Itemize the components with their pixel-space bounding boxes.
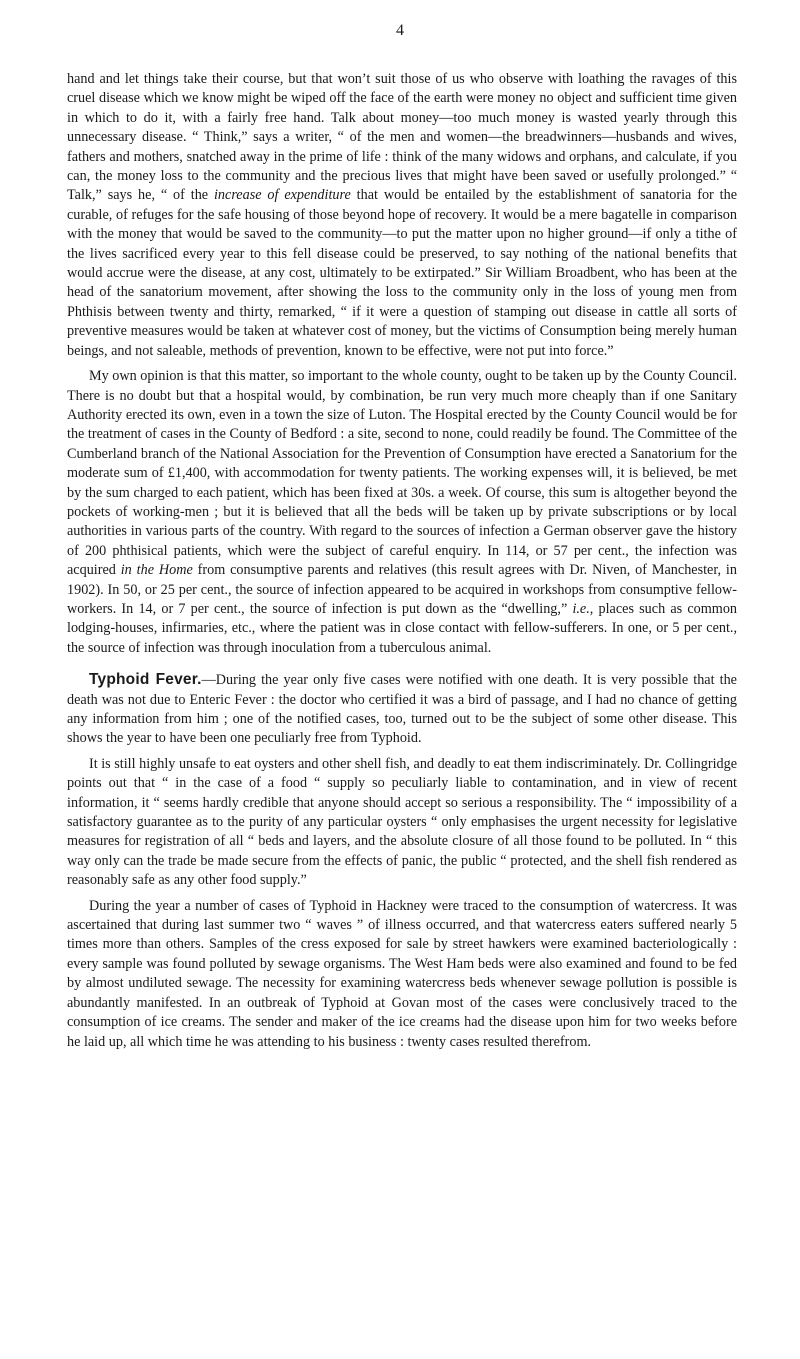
emphasis-text: increase of expenditure xyxy=(213,187,351,204)
paragraph-text: During the year a number of cases of Typhoid in Hackney were traced to the consumption of watercress. It was ascertained that during last summer two “ waves ” of illness occurred, and that watercress eaters suffered nearly 5 times more than others. Samples of the cress exposed for sale by street hawkers were examined bacteriologically : every sample was found polluted by sewage organisms. The West Ham beds were also examined and found to be fed by almost undiluted sewage. The necessity for examining watercress beds whenever sewage pollution is possible is abundantly manifested. In an outbreak of Typhoid at Govan most of the cases were conclusively traced to the consumption of ice creams. The sender and maker of the ice creams had the disease upon him for two weeks before he laid up, all which time he was attending to his business : twenty cases resulted therefrom. xyxy=(67,897,737,1050)
paragraph-text: hand and let things take their course, but that won’t suit those of us who observe with loathing the ravages of this cruel disease which we know might be wiped off the face of the earth were money no object and sufficient time given in which to do it, with a fairly free hand. Talk about money—too much money is wasted yearly through this unnecessary disease. “ Think,” says a writer, “ of the men and women—the breadwinners—husbands and wives, fathers and mothers, snatched away in the prime of life : think of the many widows and orphans, and calculate, if you can, the money loss to the community and the precious lives that might have been saved or usefully prolonged.” “ Talk,” says he, “ of the xyxy=(67,71,737,204)
paragraph-text: from consumptive parents and relatives (this result agrees with Dr. Niven, of Manchester, in 1902). In 50, or 25 per cent., the source of infection appeared to be acquired in workshops from consumptive fellow-workers. In 14, or 7 per cent., the source of infection is put down as the “dwelling,” xyxy=(67,562,737,617)
paragraph-consumption-cost xyxy=(67,70,737,361)
paragraph-typhoid xyxy=(67,670,737,749)
paragraph-watercress xyxy=(67,897,737,1052)
paragraph-text: —During the year only five cases were notified with one death. It is very possible that the death was not due to Enteric Fever : the doctor who certified it was a bird of passage, and I had no chance of getting any information from him ; one of the notified cases, too, turned out to be the subject of some other disease. This shows the year to have been one peculiarly free from Typhoid. xyxy=(67,672,737,747)
paragraph-county-council xyxy=(67,367,737,658)
paragraph-text: My own opinion is that this matter, so important to the whole county, ought to be taken up by the County Council. There is no doubt but that a hospital would, by combination, be run very much more cheaply than if one Sanitary Authority erected its own, even in a town the size of Luton. The Hospital erected by the County Council would be for the treatment of cases in the County of Bedford : a site, second to none, could readily be found. The Committee of the Cumberland branch of the National Association for the Prevention of Consumption have erected a Sanatorium for the moderate sum of £1,400, with accommodation for twenty patients. The working expenses will, it is believed, be met by the sum charged to each patient, which has been fixed at 30s. a week. Of course, this sum is altogether beyond the pockets of working-men ; but it is believed that all the beds will be taken up by private subscriptions or by local authorities in various parts of the country. With regard to the sources of infection a German observer gave the history of 200 phthisical patients, which were the subject of careful enquiry. In 114, or 57 per cent., the infection was acquired xyxy=(67,368,737,579)
page-number: 4 xyxy=(396,22,404,39)
emphasis-text: i.e. xyxy=(572,600,590,617)
paragraph-text: that would be entailed by the establishment of sanatoria for the curable, of refuges for the safe housing of those beyond hope of recovery. It would be a mere bagatelle in comparison with the money that would be saved to the community—to put the matter upon no higher ground—if only a tithe of the lives sacrificed every year to this fell disease could be preserved, to say nothing of the national benefits that would accrue were the disease, at any cost, ultimately to be extirpated.” Sir William Broadbent, who has been at the head of the sanatorium movement, after showing the loss to the community only in the loss of young men from Phthisis between twenty and thirty, remarked, “ if it were a question of stamping out disease in cattle all sorts of preventive measures would be taken at whatever cost of money, but the victims of Consumption being merely human beings, and not saleable, methods of prevention, known to be effective, were not put into force.” xyxy=(67,187,738,359)
section-heading-typhoid: Typhoid Fever. xyxy=(89,671,202,689)
paragraph-text: , places such as common lodging-houses, infirmaries, etc., where the patient was in close contact with fellow-sufferers. In one, or 5 per cent., the source of infection was through inoculation from a tuberculous animal. xyxy=(67,600,738,656)
paragraph-oysters xyxy=(67,755,737,891)
emphasis-text: in the Home xyxy=(120,562,193,579)
paragraph-text: It is still highly unsafe to eat oysters and other shell fish, and deadly to eat them indiscriminately. Dr. Collingridge points out that “ in the case of a food “ supply so peculiarly liable to contamination, and in view of recent information, it “ seems hardly credible that anyone should accept so serious a responsibility. The “ impossibility of a satisfactory guarantee as to the purity of any particular oysters “ only emphasises the urgent necessity for legislative measures for registration of all “ beds and layers, and the absolute closure of all those found to be polluted. In “ this way only can the trade be made secure from the effects of panic, the public “ protected, and the shell fish rendered as reasonably safe as any other food supply.” xyxy=(67,755,737,889)
document-body xyxy=(67,70,737,1058)
